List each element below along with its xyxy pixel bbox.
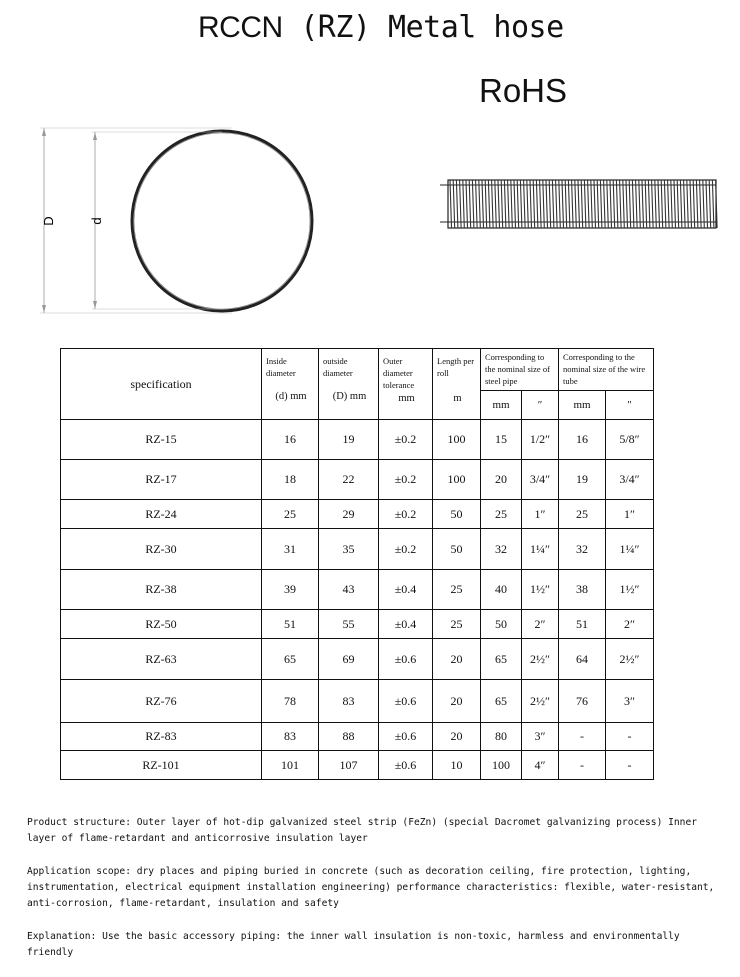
table-cell-win: 1″ xyxy=(606,500,654,529)
table-cell-sin: 1½″ xyxy=(522,570,559,610)
title-rest: (RZ) Metal hose xyxy=(282,10,564,45)
table-row xyxy=(61,570,654,610)
table-cell-d: 65 xyxy=(262,639,319,680)
table-cell-win: - xyxy=(606,723,654,751)
table-cell-sin: 2½″ xyxy=(522,680,559,723)
table-cell-d: 18 xyxy=(262,460,319,500)
table-row xyxy=(61,420,654,460)
table-cell-len: 20 xyxy=(433,680,481,723)
table-cell-len: 20 xyxy=(433,723,481,751)
table-cell-spec: RZ-101 xyxy=(61,751,262,780)
table-cell-tol: ±0.2 xyxy=(379,460,433,500)
table-cell-D: 107 xyxy=(319,751,379,780)
rohs-mark: RoHS xyxy=(479,72,568,109)
table-cell-win: 3/4″ xyxy=(606,460,654,500)
table-cell-sin: 4″ xyxy=(522,751,559,780)
header-wire-tube: Corresponding to the nominal size of the wire tube xyxy=(559,349,654,391)
table-cell-len: 100 xyxy=(433,460,481,500)
table-cell-wmm: - xyxy=(559,723,606,751)
table-cell-spec: RZ-76 xyxy=(61,680,262,723)
title-code: RCCN xyxy=(198,11,283,44)
table-cell-spec: RZ-63 xyxy=(61,639,262,680)
specification-table xyxy=(60,348,654,780)
table-cell-win: 2½″ xyxy=(606,639,654,680)
header-steel-mm: mm xyxy=(481,391,522,420)
table-cell-D: 19 xyxy=(319,420,379,460)
table-cell-sin: 1/2″ xyxy=(522,420,559,460)
header-inside-diameter: Inside diameter (d) mm xyxy=(262,349,319,420)
header-length-per-roll: Length per roll m xyxy=(433,349,481,420)
header-outside-diameter: outside diameter (D) mm xyxy=(319,349,379,420)
table-cell-len: 10 xyxy=(433,751,481,780)
header-steel-pipe: Corresponding to the nominal size of steel pipe xyxy=(481,349,559,391)
table-row xyxy=(61,639,654,680)
table-cell-wmm: 25 xyxy=(559,500,606,529)
note-structure: Product structure: Outer layer of hot-dip galvanized steel strip (FeZn) (special Dacromet galvanizing process) Inner layer of flame-retardant and anticorrosive insulation layer xyxy=(27,817,698,845)
table-cell-len: 25 xyxy=(433,610,481,639)
table-cell-d: 78 xyxy=(262,680,319,723)
table-row xyxy=(61,500,654,529)
outer-dimension-label: D xyxy=(41,216,56,226)
table-cell-d: 16 xyxy=(262,420,319,460)
table-row xyxy=(61,529,654,570)
table-cell-spec: RZ-24 xyxy=(61,500,262,529)
table-cell-d: 51 xyxy=(262,610,319,639)
table-row xyxy=(61,680,654,723)
table-cell-D: 29 xyxy=(319,500,379,529)
table-cell-tol: ±0.6 xyxy=(379,723,433,751)
table-cell-D: 55 xyxy=(319,610,379,639)
table-cell-smm: 65 xyxy=(481,680,522,723)
table-cell-win: 2″ xyxy=(606,610,654,639)
table-cell-len: 50 xyxy=(433,500,481,529)
table-cell-D: 43 xyxy=(319,570,379,610)
table-cell-spec: RZ-17 xyxy=(61,460,262,500)
table-cell-smm: 40 xyxy=(481,570,522,610)
table-cell-sin: 2½″ xyxy=(522,639,559,680)
hose-diagram xyxy=(0,0,740,340)
table-cell-wmm: - xyxy=(559,751,606,780)
table-cell-tol: ±0.6 xyxy=(379,639,433,680)
table-cell-smm: 32 xyxy=(481,529,522,570)
table-cell-D: 35 xyxy=(319,529,379,570)
table-cell-sin: 3/4″ xyxy=(522,460,559,500)
header-outer-tolerance: Outer diameter tolerance mm xyxy=(379,349,433,420)
product-notes xyxy=(27,799,727,977)
table-cell-d: 39 xyxy=(262,570,319,610)
table-cell-spec: RZ-15 xyxy=(61,420,262,460)
note-scope: Application scope: dry places and piping buried in concrete (such as decoration ceiling, fire protection, lighting, instrumentation, electrical equipment installation engineering) performance characteristics: flexible, water-resistant, anti-corrosion, flame-retardant, insulation and safety xyxy=(27,865,715,910)
table-cell-tol: ±0.4 xyxy=(379,610,433,639)
table-cell-len: 25 xyxy=(433,570,481,610)
table-cell-win: 3″ xyxy=(606,680,654,723)
header-steel-inch: ″ xyxy=(522,391,559,420)
inner-dimension-label: d xyxy=(89,217,104,225)
table-cell-sin: 3″ xyxy=(522,723,559,751)
table-cell-spec: RZ-50 xyxy=(61,610,262,639)
table-cell-sin: 1″ xyxy=(522,500,559,529)
table-cell-win: 1½″ xyxy=(606,570,654,610)
table-cell-wmm: 16 xyxy=(559,420,606,460)
table-row xyxy=(61,751,654,780)
table-cell-wmm: 38 xyxy=(559,570,606,610)
table-cell-d: 83 xyxy=(262,723,319,751)
table-cell-wmm: 76 xyxy=(559,680,606,723)
table-cell-smm: 80 xyxy=(481,723,522,751)
table-cell-sin: 2″ xyxy=(522,610,559,639)
table-cell-d: 25 xyxy=(262,500,319,529)
table-cell-tol: ±0.2 xyxy=(379,529,433,570)
table-cell-len: 100 xyxy=(433,420,481,460)
hose-side-view xyxy=(440,180,717,228)
table-row xyxy=(61,610,654,639)
table-cell-win: 5/8″ xyxy=(606,420,654,460)
table-cell-spec: RZ-83 xyxy=(61,723,262,751)
table-cell-smm: 50 xyxy=(481,610,522,639)
table-cell-smm: 20 xyxy=(481,460,522,500)
table-cell-smm: 15 xyxy=(481,420,522,460)
header-specification: specification xyxy=(61,349,262,420)
table-cell-tol: ±0.6 xyxy=(379,680,433,723)
table-row xyxy=(61,460,654,500)
table-cell-D: 83 xyxy=(319,680,379,723)
table-cell-tol: ±0.2 xyxy=(379,420,433,460)
table-cell-wmm: 51 xyxy=(559,610,606,639)
table-cell-len: 50 xyxy=(433,529,481,570)
table-cell-spec: RZ-38 xyxy=(61,570,262,610)
table-cell-D: 69 xyxy=(319,639,379,680)
hose-cross-section xyxy=(132,131,312,311)
table-cell-tol: ±0.6 xyxy=(379,751,433,780)
table-cell-win: 1¼″ xyxy=(606,529,654,570)
table-cell-wmm: 64 xyxy=(559,639,606,680)
table-cell-tol: ±0.4 xyxy=(379,570,433,610)
header-wire-mm: mm xyxy=(559,391,606,420)
table-cell-sin: 1¼″ xyxy=(522,529,559,570)
table-cell-win: - xyxy=(606,751,654,780)
table-cell-d: 31 xyxy=(262,529,319,570)
table-cell-smm: 100 xyxy=(481,751,522,780)
table-cell-tol: ±0.2 xyxy=(379,500,433,529)
table-cell-spec: RZ-30 xyxy=(61,529,262,570)
note-explanation: Explanation: Use the basic accessory piping: the inner wall insulation is non-toxic, harmless and environmentally friendly xyxy=(27,930,680,958)
table-cell-D: 88 xyxy=(319,723,379,751)
table-cell-wmm: 32 xyxy=(559,529,606,570)
table-cell-wmm: 19 xyxy=(559,460,606,500)
table-cell-len: 20 xyxy=(433,639,481,680)
table-cell-d: 101 xyxy=(262,751,319,780)
table-row xyxy=(61,723,654,751)
header-wire-inch: ″ xyxy=(606,391,654,420)
table-cell-smm: 65 xyxy=(481,639,522,680)
table-cell-smm: 25 xyxy=(481,500,522,529)
table-cell-D: 22 xyxy=(319,460,379,500)
